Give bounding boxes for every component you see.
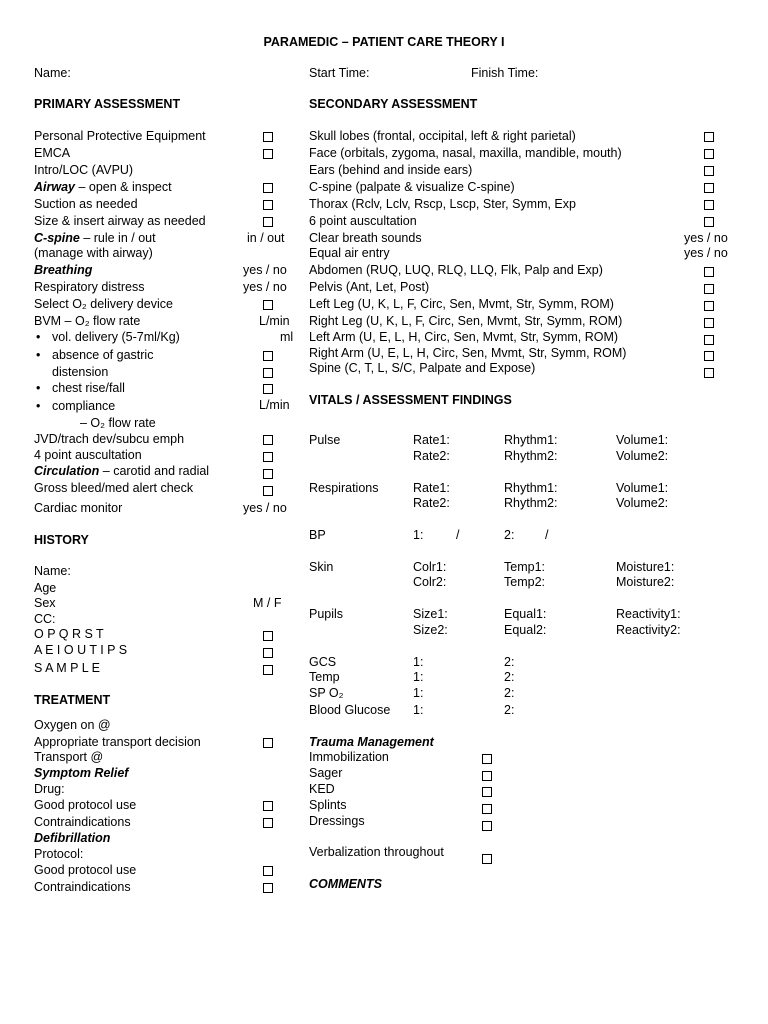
6pt-auscultation-checkbox[interactable] [704,217,714,227]
resp-rate2-label: Rate2: [413,496,450,510]
equal1-label: Equal1: [504,607,547,621]
bvm-unit: L/min [259,314,290,328]
history-heading: HISTORY [34,533,89,547]
ppe-label: Personal Protective Equipment [34,129,206,143]
cc-label: CC: [34,612,56,626]
left-arm-label: Left Arm (U, E, L, H, Circ, Sen, Mvmt, Str, Symm, ROM) [309,330,619,344]
good-protocol-label-2: Good protocol use [34,863,137,877]
trauma-heading: Trauma Management [309,735,434,749]
right-leg-label: Right Leg (U, K, L, F, Circ, Sen, Mvmt, Str, Symm, ROM) [309,314,623,328]
temp-1-label: 1: [413,670,424,684]
spine-label: Spine (C, T, L, S/C, Palpate and Expose) [309,361,536,375]
primary-assessment-heading: PRIMARY ASSESSMENT [34,97,181,111]
immobilization-label: Immobilization [309,750,389,764]
bvm-label: BVM – O₂ flow rate [34,314,141,328]
aeiou-tips-label: A E I O U T I P S [34,643,128,657]
sample-label: S A M P L E [34,661,101,675]
oxygen-on-label: Oxygen on @ [34,718,111,732]
moisture1-label: Moisture1: [616,560,675,574]
comments-heading: COMMENTS [309,877,382,891]
defibrillation-label: Defibrillation [34,831,111,845]
opqrst-checkbox[interactable] [263,631,273,641]
o2-device-checkbox[interactable] [263,300,273,310]
reactivity2-label: Reactivity2: [616,623,681,637]
drug-label: Drug: [34,782,65,796]
verbalization-checkbox[interactable] [482,854,492,864]
resp-rhythm2-label: Rhythm2: [504,496,558,510]
4pt-auscultation-checkbox[interactable] [263,452,273,462]
pulse-rate2-label: Rate2: [413,449,450,463]
sample-checkbox[interactable] [263,665,273,675]
face-label: Face (orbitals, zygoma, nasal, maxilla, mandible, mouth) [309,146,622,160]
temp-label: Temp [309,670,340,684]
pulse-volume2-label: Volume2: [616,449,669,463]
thorax-checkbox[interactable] [704,200,714,210]
intro-loc-label: Intro/LOC (AVPU) [34,163,134,177]
ears-checkbox[interactable] [704,166,714,176]
page-title: PARAMEDIC – PATIENT CARE THEORY I [263,35,505,49]
ears-label: Ears (behind and inside ears) [309,163,473,177]
vitals-heading: VITALS / ASSESSMENT FINDINGS [309,393,512,407]
pupils-label: Pupils [309,607,344,621]
ppe-checkbox[interactable] [263,132,273,142]
transport-label: Transport @ [34,750,104,764]
equal-air-value[interactable]: yes / no [684,246,728,260]
aeiou-tips-checkbox[interactable] [263,648,273,658]
cspine-palpate-label: C-spine (palpate & visualize C-spine) [309,180,515,194]
circulation-checkbox[interactable] [263,469,273,479]
treatment-heading: TREATMENT [34,693,111,707]
right-arm-checkbox[interactable] [704,351,714,361]
contraindications-checkbox-1[interactable] [263,818,273,828]
bp2-slash: / [545,528,549,542]
suction-checkbox[interactable] [263,200,273,210]
temp2-label: Temp2: [504,575,545,589]
gcs-1-label: 1: [413,655,424,669]
right-leg-checkbox[interactable] [704,318,714,328]
resp-distress-label: Respiratory distress [34,280,145,294]
o2-device-label: Select O₂ delivery device [34,297,173,311]
gcs-2-label: 2: [504,655,515,669]
resp-rate1-label: Rate1: [413,481,450,495]
pulse-rhythm1-label: Rhythm1: [504,433,558,447]
symptom-relief-label: Symptom Relief [34,766,129,780]
blood-glucose-label: Blood Glucose [309,703,391,717]
pulse-label: Pulse [309,433,341,447]
pulse-rhythm2-label: Rhythm2: [504,449,558,463]
size2-label: Size2: [413,623,448,637]
breathing-value[interactable]: yes / no [243,263,287,277]
compliance-label: compliance [52,399,116,413]
skull-label: Skull lobes (frontal, occipital, left & right parietal) [309,129,576,143]
verbalization-label: Verbalization throughout [309,845,444,859]
immobilization-checkbox[interactable] [482,754,492,764]
spo2-1-label: 1: [413,686,424,700]
colr2-label: Colr2: [413,575,447,589]
bleed-checkbox[interactable] [263,486,273,496]
resp-rhythm1-label: Rhythm1: [504,481,558,495]
size-airway-label: Size & insert airway as needed [34,214,206,228]
bleed-label: Gross bleed/med alert check [34,481,194,495]
protocol-label: Protocol: [34,847,84,861]
jvd-checkbox[interactable] [263,435,273,445]
secondary-assessment-heading: SECONDARY ASSESSMENT [309,97,478,111]
emca-checkbox[interactable] [263,149,273,159]
pelvis-checkbox[interactable] [704,284,714,294]
size1-label: Size1: [413,607,448,621]
airway-label: Airway – open & inspect [34,180,172,194]
dressings-label: Dressings [309,814,365,828]
bullet-icon: • [36,348,41,362]
transport-decision-checkbox[interactable] [263,738,273,748]
name-label: Name: [34,66,71,80]
dressings-checkbox[interactable] [482,821,492,831]
left-leg-checkbox[interactable] [704,301,714,311]
breathing-label: Breathing [34,263,93,277]
start-time-label: Start Time: [309,66,370,80]
bullet-icon: • [36,381,41,395]
spine-checkbox[interactable] [704,368,714,378]
gastric-label: absence of gastric [52,348,154,362]
bullet-icon: • [36,330,41,344]
cardiac-monitor-value[interactable]: yes / no [243,501,287,515]
face-checkbox[interactable] [704,149,714,159]
vol-delivery-label: vol. delivery (5-7ml/Kg) [52,330,180,344]
splints-label: Splints [309,798,347,812]
gcs-label: GCS [309,655,337,669]
airway-checkbox[interactable] [263,183,273,193]
bp1-slash: / [456,528,460,542]
distension-checkbox[interactable] [263,368,273,378]
6pt-auscultation-label: 6 point auscultation [309,214,417,228]
sager-checkbox[interactable] [482,771,492,781]
pulse-rate1-label: Rate1: [413,433,450,447]
compliance-unit: L/min [259,398,290,412]
bg-1-label: 1: [413,703,424,717]
clear-breath-label: Clear breath sounds [309,231,422,245]
bg-2-label: 2: [504,703,515,717]
abdomen-label: Abdomen (RUQ, LUQ, RLQ, LLQ, Flk, Palp and Exp) [309,263,603,277]
size-airway-checkbox[interactable] [263,217,273,227]
resp-volume2-label: Volume2: [616,496,669,510]
good-protocol-checkbox-2[interactable] [263,866,273,876]
distension-label: distension [52,365,109,379]
emca-label: EMCA [34,146,71,160]
cspine-label: C-spine – rule in / out [34,231,156,245]
contraindications-label-1: Contraindications [34,815,131,829]
thorax-label: Thorax (Rclv, Lclv, Rscp, Lscp, Ster, Symm, Exp [309,197,576,211]
sager-label: Sager [309,766,343,780]
pelvis-label: Pelvis (Ant, Let, Post) [309,280,430,294]
spo2-2-label: 2: [504,686,515,700]
o2-flow-label: – O₂ flow rate [80,416,156,430]
history-name-label: Name: [34,564,71,578]
circulation-label: Circulation – carotid and radial [34,464,210,478]
bp-label: BP [309,528,326,542]
chest-rise-label: chest rise/fall [52,381,125,395]
contraindications-label-2: Contraindications [34,880,131,894]
manage-airway-label: (manage with airway) [34,246,153,260]
sex-label: Sex [34,596,56,610]
good-protocol-label-1: Good protocol use [34,798,137,812]
cardiac-monitor-label: Cardiac monitor [34,501,123,515]
colr1-label: Colr1: [413,560,447,574]
temp-2-label: 2: [504,670,515,684]
pulse-volume1-label: Volume1: [616,433,669,447]
left-leg-label: Left Leg (U, K, L, F, Circ, Sen, Mvmt, Str, Symm, ROM) [309,297,614,311]
bullet-icon: • [36,399,41,413]
chest-rise-checkbox[interactable] [263,384,273,394]
abdomen-checkbox[interactable] [704,267,714,277]
gastric-checkbox[interactable] [263,351,273,361]
suction-label: Suction as needed [34,197,138,211]
resp-volume1-label: Volume1: [616,481,669,495]
clear-breath-value[interactable]: yes / no [684,231,728,245]
moisture2-label: Moisture2: [616,575,675,589]
4pt-auscultation-label: 4 point auscultation [34,448,142,462]
spo2-label: SP O₂ [309,686,344,700]
equal2-label: Equal2: [504,623,547,637]
age-label: Age [34,581,57,595]
opqrst-label: O P Q R S T [34,627,104,641]
transport-decision-label: Appropriate transport decision [34,735,201,749]
vol-delivery-unit: ml [280,330,294,344]
temp1-label: Temp1: [504,560,545,574]
finish-time-label: Finish Time: [471,66,539,80]
ked-label: KED [309,782,335,796]
bp2-label: 2: [504,528,515,542]
skull-checkbox[interactable] [704,132,714,142]
respirations-label: Respirations [309,481,379,495]
reactivity1-label: Reactivity1: [616,607,681,621]
resp-distress-value[interactable]: yes / no [243,280,287,294]
equal-air-label: Equal air entry [309,246,390,260]
sex-value[interactable]: M / F [253,596,282,610]
jvd-label: JVD/trach dev/subcu emph [34,432,185,446]
skin-label: Skin [309,560,334,574]
cspine-value[interactable]: in / out [247,231,285,245]
splints-checkbox[interactable] [482,804,492,814]
ked-checkbox[interactable] [482,787,492,797]
bp1-label: 1: [413,528,424,542]
cspine-palpate-checkbox[interactable] [704,183,714,193]
good-protocol-checkbox-1[interactable] [263,801,273,811]
left-arm-checkbox[interactable] [704,335,714,345]
right-arm-label: Right Arm (U, E, L, H, Circ, Sen, Mvmt, Str, Symm, ROM) [309,346,627,360]
contraindications-checkbox-2[interactable] [263,883,273,893]
